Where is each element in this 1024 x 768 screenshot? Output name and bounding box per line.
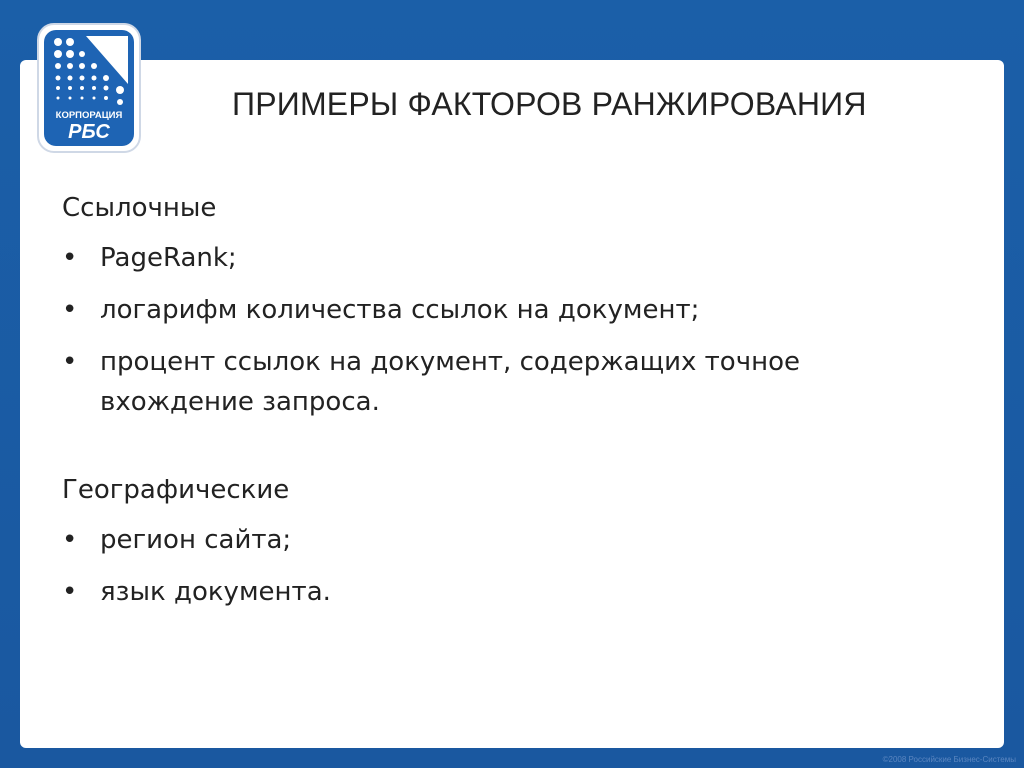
list-item bbox=[62, 520, 882, 560]
footer-copyright: ©2008 Российские Бизнес-Системы bbox=[882, 755, 1016, 764]
bullet-icon: • bbox=[62, 347, 78, 377]
bullet-icon: • bbox=[62, 577, 78, 607]
section-heading: Ссылочные bbox=[62, 193, 217, 223]
section-spacer bbox=[62, 434, 882, 470]
list-item-text: процент ссылок на документ, содержащих точное вхождение запроса. bbox=[100, 347, 800, 417]
list-item bbox=[62, 342, 882, 422]
slide-title: ПРИМЕРЫ ФАКТОРОВ РАНЖИРОВАНИЯ bbox=[232, 86, 867, 122]
bullet-icon: • bbox=[62, 243, 78, 273]
list-item bbox=[62, 290, 882, 330]
list-item-text: PageRank; bbox=[100, 243, 237, 273]
section-geo-factors bbox=[62, 470, 882, 612]
list-item-text: регион сайта; bbox=[100, 525, 292, 555]
section-heading: Географические bbox=[62, 475, 290, 505]
list-item-text: язык документа. bbox=[100, 577, 331, 607]
logo-text-corp: КОРПОРАЦИЯ bbox=[55, 110, 123, 121]
bullet-list bbox=[62, 238, 882, 422]
bullet-icon: • bbox=[62, 295, 78, 325]
list-item bbox=[62, 238, 882, 278]
rbs-logo bbox=[36, 22, 142, 154]
list-item-text: логарифм количества ссылок на документ; bbox=[100, 295, 700, 325]
list-item bbox=[62, 572, 882, 612]
logo-text-rbs: РБС bbox=[68, 121, 110, 143]
section-link-factors bbox=[62, 188, 882, 422]
bullet-list bbox=[62, 520, 882, 612]
slide-body bbox=[62, 188, 882, 624]
bullet-icon: • bbox=[62, 525, 78, 555]
